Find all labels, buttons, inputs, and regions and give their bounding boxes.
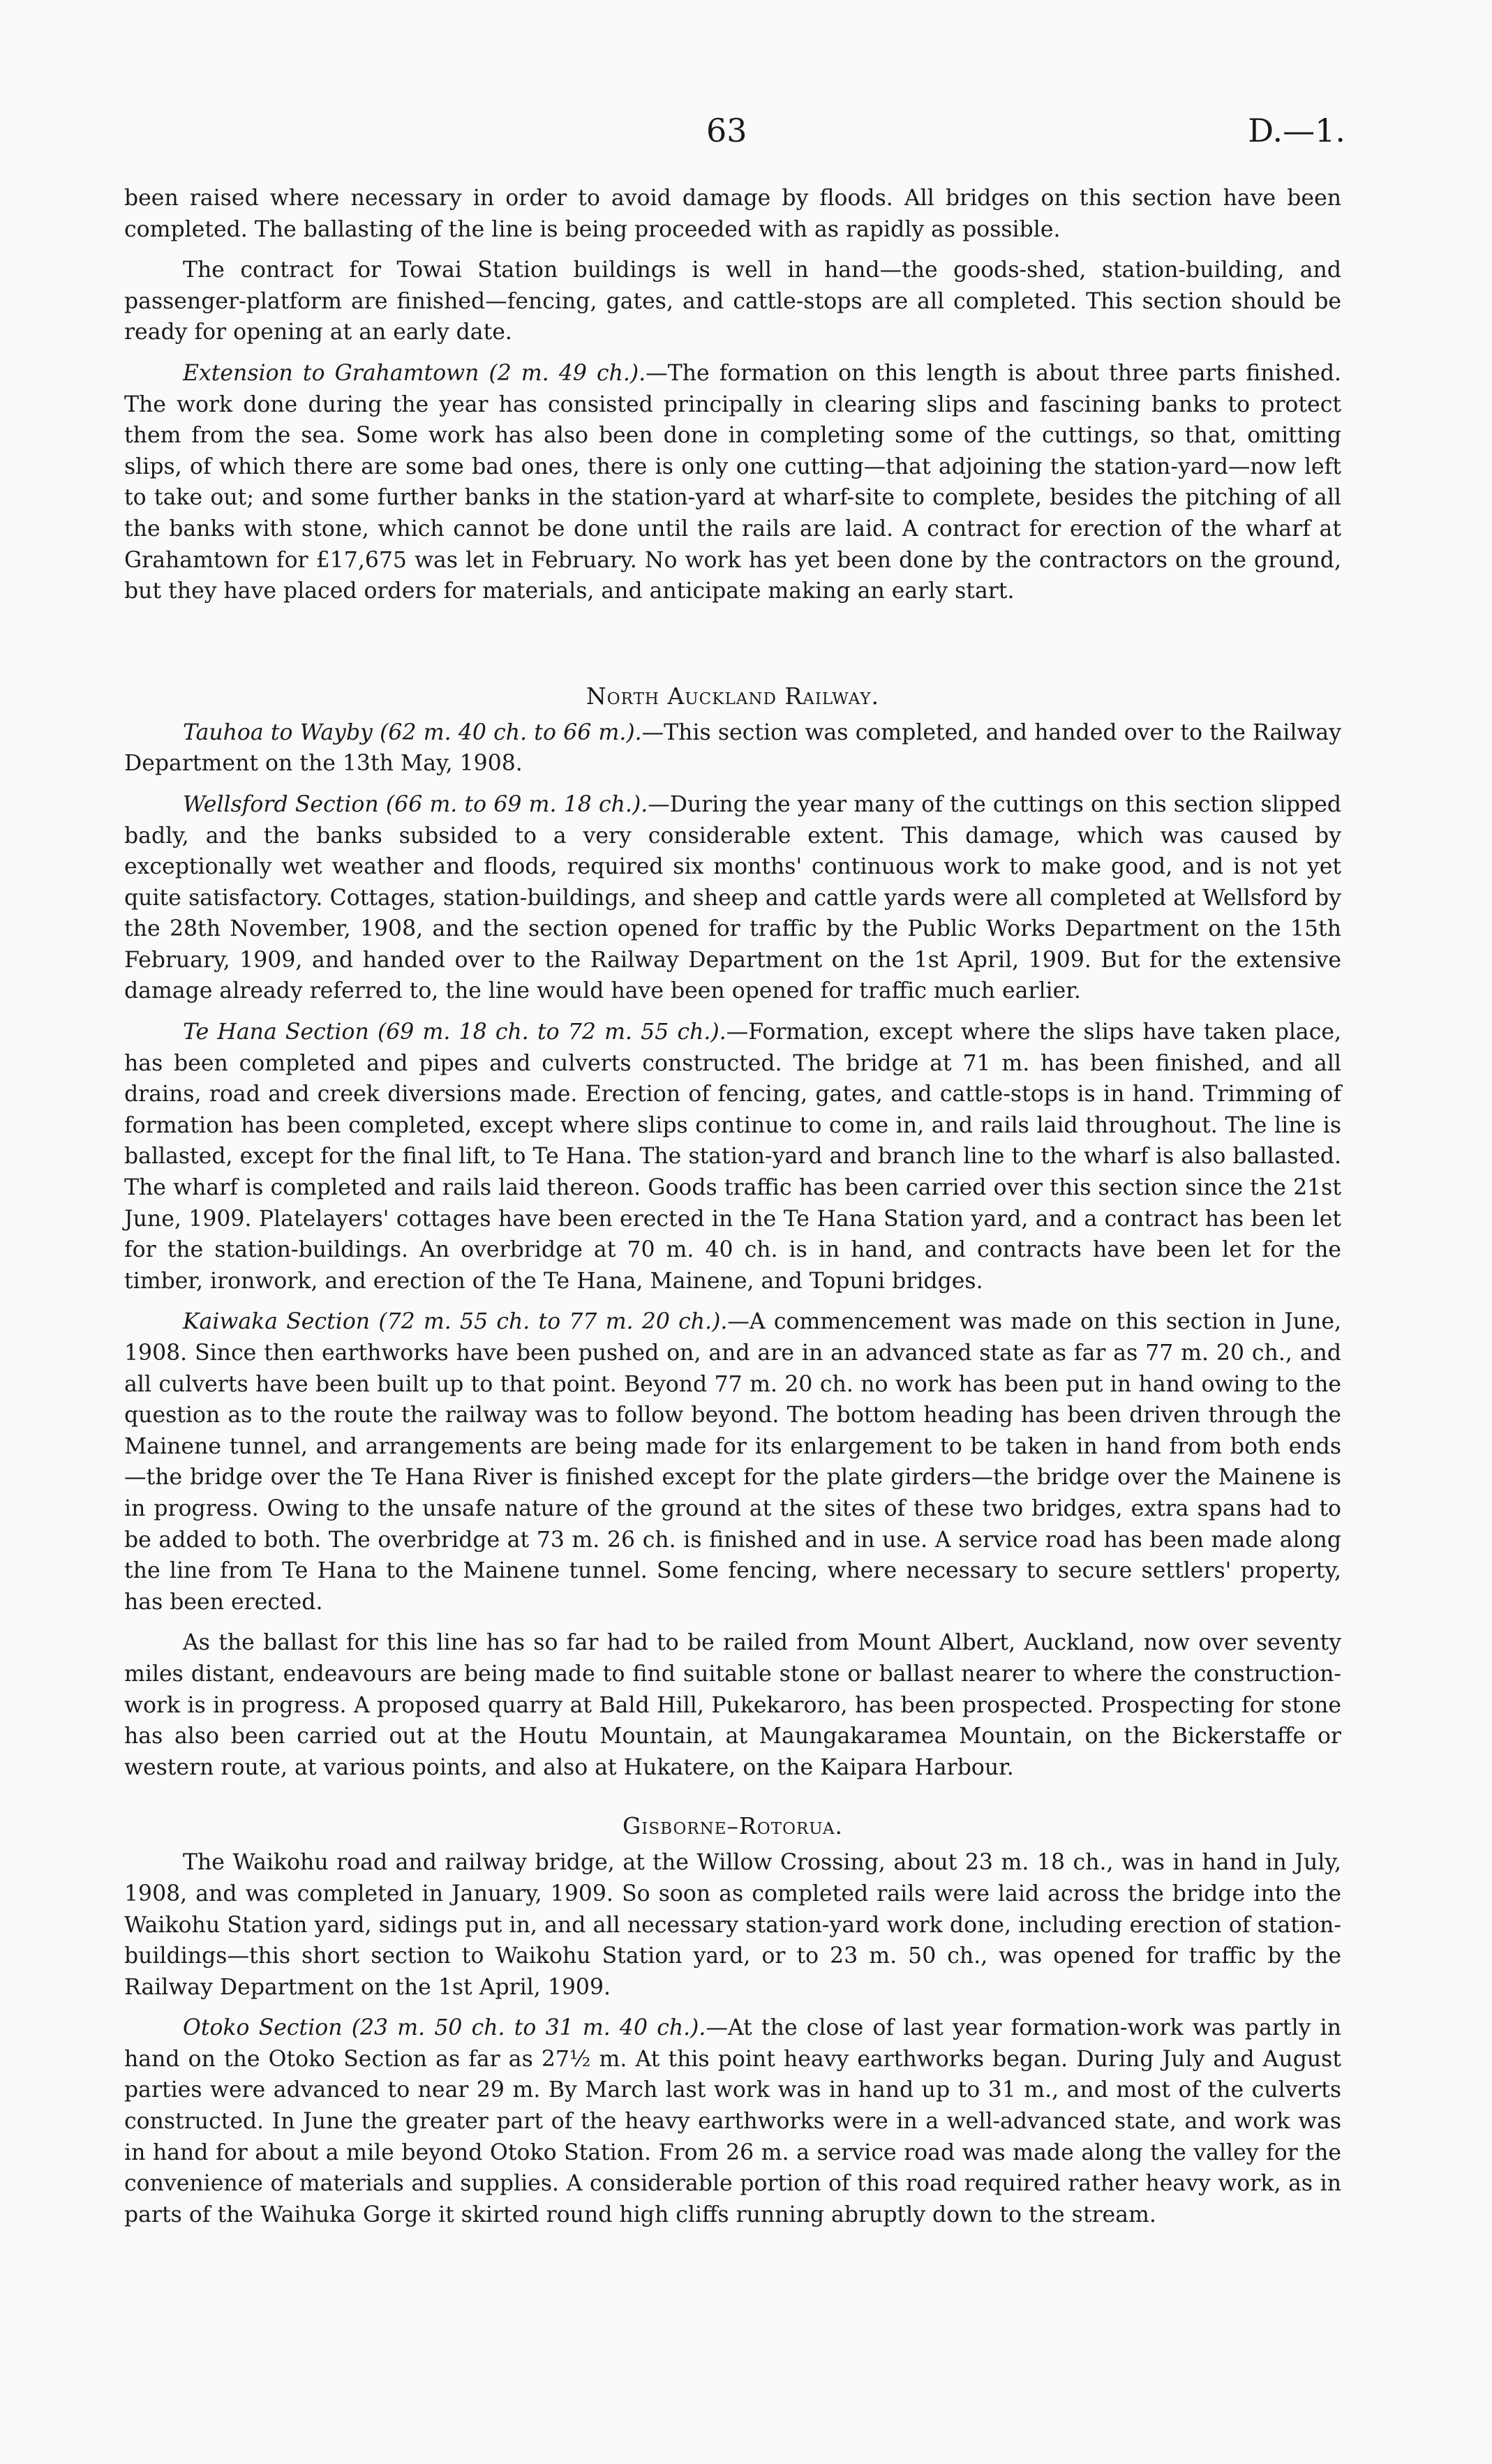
document-body [124, 183, 1341, 2240]
page-header [0, 112, 1492, 154]
paragraph-te-hana-section: Te Hana Section (69 m. 18 ch. to 72 m. 55 ch.).—Formation, except where the slips have taken place, has been completed and pipes and culverts constructed. The bridge at 71 m. has been finished, and all drains, road and creek diversions made. Erection of fencing, gates, and cattle-stops is in hand. Trimming of formation has been completed, except where slips continue to come in, and rails laid throughout. The line is ballasted, except for the final lift, to Te Hana. The station-yard and branch line to the wharf is also ballasted. The wharf is completed and rails laid thereon. Goods traffic has been carried over this section since the 21st June, 1909. Platelayers' cottages have been erected in the Te Hana Station yard, and a contract has been let for the station-buildings. An overbridge at 70 m. 40 ch. is in hand, and contracts have been let for the timber, ironwork, and erection of the Te Hana, Mainene, and Topuni bridges. [124, 1020, 1341, 1294]
heading-gisborne-rotorua: Gisborne–Rotorua. [622, 1812, 844, 1840]
paragraph-grahamtown-extension: Extension to Grahamtown (2 m. 49 ch.).—The formation on this length is about three parts finished. The work done during the year has consisted principally in clearing slips and fascining banks to protect them from the sea. Some work has also been done in completing some of the cuttings, so that, omitting slips, of which there are some bad ones, there is only one cutting—that adjoining the station-yard—now left to take out; and some further banks in the station-yard at wharf-site to complete, besides the pitching of all the banks with stone, which cannot be done until the rails are laid. A contract for erection of the wharf at Grahamtown for £17,675 was let in February. No work has yet been done by the contractors on the ground, but they have placed orders for materials, and anticipate making an early start. [124, 360, 1342, 604]
section-lead: Kaiwaka Section (72 m. 55 ch. to 77 m. 20 ch.). [183, 1309, 728, 1335]
paragraph-continuation: been raised where necessary in order to avoid damage by floods. All bridges on this section have been completed. The ballasting of the line is being proceeded with as rapidly as possible. [124, 186, 1341, 242]
paragraph-otoko-section: Otoko Section (23 m. 50 ch. to 31 m. 40 ch.).—At the close of last year formation-work was partly in hand on the Otoko Section as far as 27½ m. At this point heavy earthworks began. During July and August parties were advanced to near 29 m. By March last work was in hand up to 31 m., and most of the culverts constructed. In June the greater part of the heavy earthworks were in a well-advanced state, and work was in hand for about a mile beyond Otoko Station. From 26 m. a service road was made along the valley for the convenience of materials and supplies. A considerable portion of this road required rather heavy work, as in parts of the Waihuka Gorge it skirted round high cliffs running abruptly down to the stream. [124, 2015, 1341, 2227]
page-number: 63 [706, 112, 747, 149]
section-lead: Wellsford Section (66 m. to 69 m. 18 ch.). [183, 791, 648, 817]
paragraph-wellsford-section: Wellsford Section (66 m. to 69 m. 18 ch.).—During the year many of the cuttings on this section slipped badly, and the banks subsided to a very considerable extent. This damage, which was caused by exceptionally wet weather and floods, required six months' continuous work to make good, and is not yet quite satisfactory. Cottages, station-buildings, and sheep and cattle yards were all completed at Wellsford by the 28th November, 1908, and the section opened for traffic by the Public Works Department on the 15th February, 1909, and handed over to the Railway Department on the 1st April, 1909. But for the extensive damage already referred to, the line would have been opened for traffic much earlier. [124, 791, 1341, 1004]
section-lead: Extension to Grahamtown (2 m. 49 ch.). [183, 360, 646, 386]
section-lead: Te Hana Section (69 m. 18 ch. to 72 m. 55 ch.). [183, 1020, 726, 1045]
paragraph-waikohu-bridge: The Waikohu road and railway bridge, at the Willow Crossing, about 23 m. 18 ch., was in hand in July, 1908, and was completed in January, 1909. So soon as completed rails were laid across the bridge into the Waikohu Station yard, sidings put in, and all necessary station-yard work done, including erection of station-buildings—this short section to Waikohu Station yard, or to 23 m. 50 ch., was opened for traffic by the Railway Department on the 1st April, 1909. [124, 1850, 1341, 2000]
section-lead: Tauhoa to Wayby (62 m. 40 ch. to 66 m.). [183, 719, 642, 745]
heading-north-auckland-railway: North Auckland Railway. [585, 682, 880, 710]
paragraph-tauhoa-wayby: Tauhoa to Wayby (62 m. 40 ch. to 66 m.).—This section was completed, and handed over to the Railway Department on the 13th May, 1908. [124, 719, 1341, 777]
paragraph-towai-station: The contract for Towai Station buildings is well in hand—the goods-shed, station-building, and passenger-platform are finished—fencing, gates, and cattle-stops are all completed. This section should be ready for opening at an early date. [124, 257, 1341, 345]
paragraph-kaiwaka-section: Kaiwaka Section (72 m. 55 ch. to 77 m. 20 ch.).—A commencement was made on this section in June, 1908. Since then earthworks have been pushed on, and are in an advanced state as far as 77 m. 20 ch., and all culverts have been built up to that point. Beyond 77 m. 20 ch. no work has been put in hand owing to the question as to the route the railway was to follow beyond. The bottom heading has been driven through the Mainene tunnel, and arrangements are being made for its enlargement to be taken in hand from both ends—the bridge over the Te Hana River is finished except for the plate girders—the bridge over the Mainene is in progress. Owing to the unsafe nature of the ground at the sites of these two bridges, extra spans had to be added to both. The overbridge at 73 m. 26 ch. is finished and in use. A service road has been made along the line from Te Hana to the Mainene tunnel. Some fencing, where necessary to secure settlers' property, has been erected. [124, 1309, 1342, 1615]
paragraph-ballast: As the ballast for this line has so far had to be railed from Mount Albert, Auckland, now over seventy miles distant, endeavours are being made to find suitable stone or ballast nearer to where the construction-work is in progress. A proposed quarry at Bald Hill, Pukekaroro, has been prospected. Prospecting for stone has also been carried out at the Houtu Mountain, at Maungakaramea Mountain, on the Bickerstaffe or western route, at various points, and also at Hukatere, on the Kaipara Harbour. [124, 1630, 1341, 1780]
section-lead: Otoko Section (23 m. 50 ch. to 31 m. 40 ch.). [183, 2015, 706, 2041]
document-reference: D.—1. [1248, 112, 1345, 149]
